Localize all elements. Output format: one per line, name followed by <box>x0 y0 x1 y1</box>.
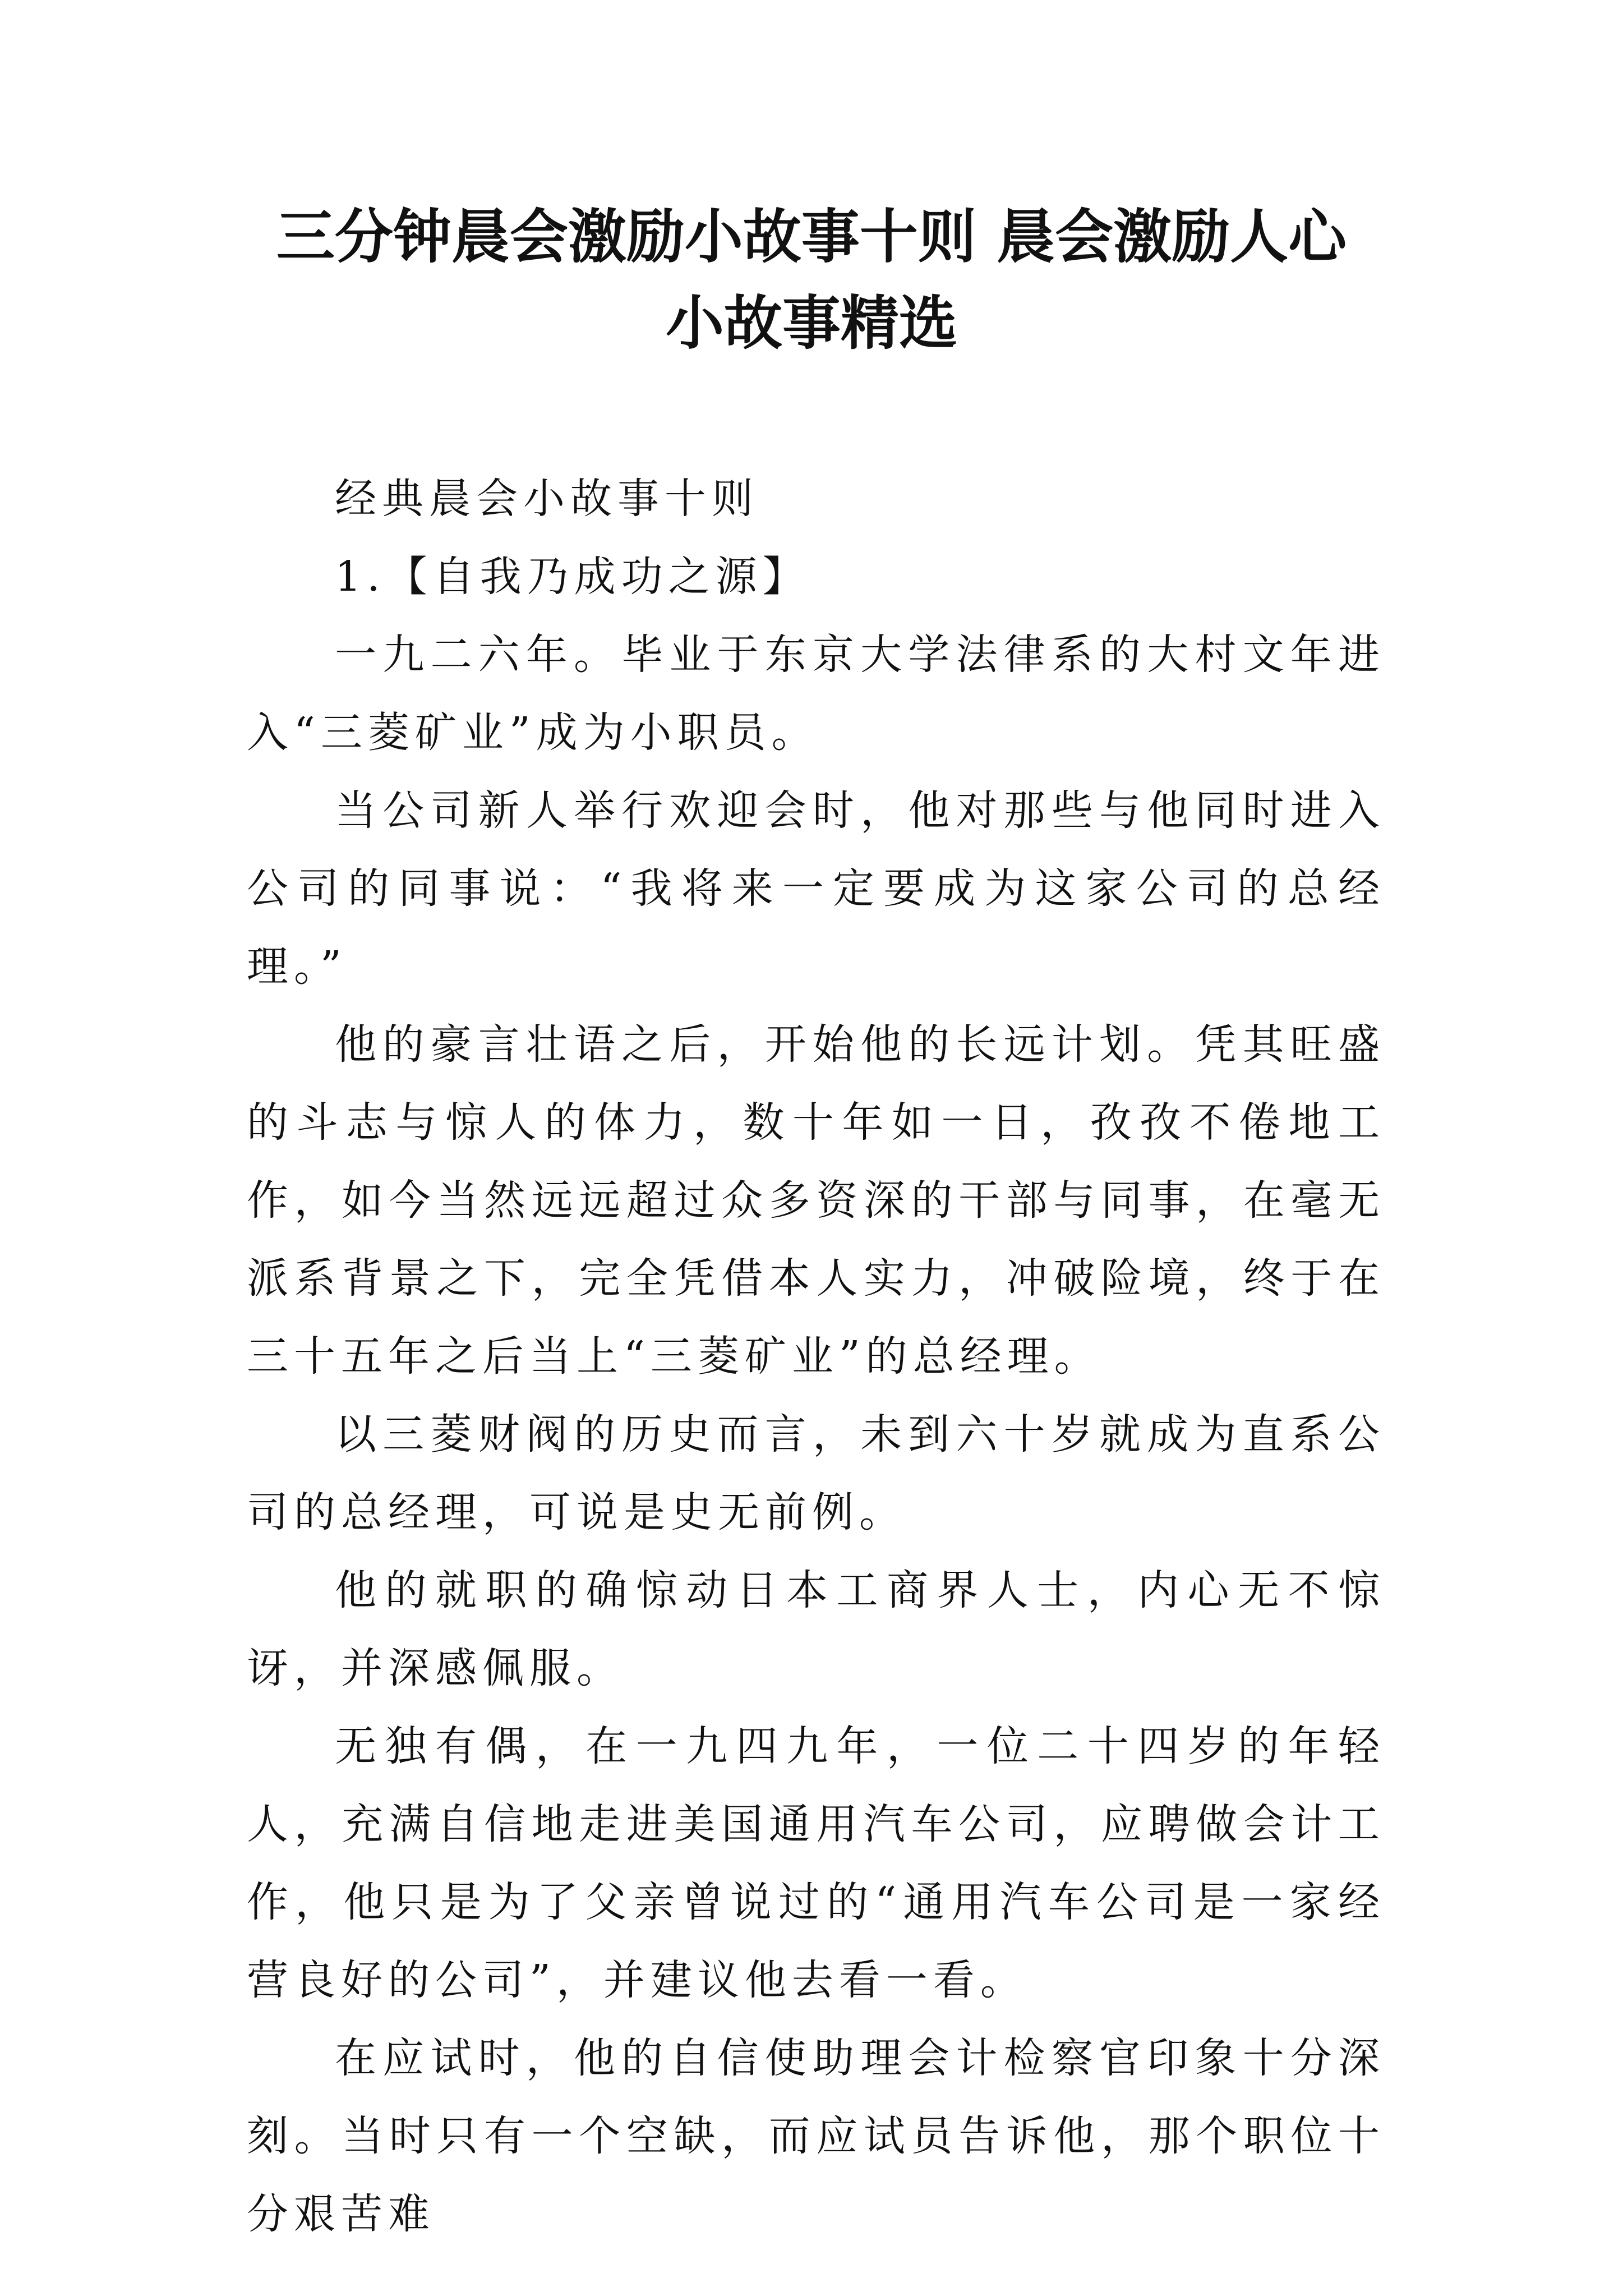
document-title <box>247 194 1376 366</box>
document-subtitle: 经典晨会小故事十则 <box>335 475 759 523</box>
document-body <box>247 460 1385 2253</box>
paragraph: 当公司新人举行欢迎会时，他对那些与他同时进入公司的同事说：“我将来一定要成为这家公司的总经理。” <box>247 786 1385 991</box>
title-line-1: 三分钟晨会激励小故事十则 晨会激励人心 <box>276 203 1347 271</box>
paragraph: 以三菱财阀的历史而言，未到六十岁就成为直系公司的总经理，可说是史无前例。 <box>247 1410 1385 1536</box>
paragraph: 一九二六年。毕业于东京大学法律系的大村文年进入“三菱矿业”成为小职员。 <box>247 631 1385 757</box>
paragraph: 无独有偶，在一九四九年，一位二十四岁的年轻人，充满自信地走进美国通用汽车公司，应聘做会计工作，他只是为了父亲曾说过的“通用汽车公司是一家经营良好的公司”，并建议他去看一看。 <box>247 1722 1385 2004</box>
paragraph: 他的豪言壮语之后，开始他的长远计划。凭其旺盛的斗志与惊人的体力，数十年如一日，孜孜不倦地工作，如今当然远远超过众多资深的干部与同事，在毫无派系背景之下，完全凭借本人实力，冲破险境，终于在三十五年之后当上“三菱矿业”的总经理。 <box>247 1020 1385 1381</box>
paragraph: 他的就职的确惊动日本工商界人士，内心无不惊讶，并深感佩服。 <box>247 1566 1385 1692</box>
title-line-2: 小故事精选 <box>665 289 957 357</box>
paragraph: 在应试时，他的自信使助理会计检察官印象十分深刻。当时只有一个空缺，而应试员告诉他，那个职位十分艰苦难 <box>247 2034 1385 2238</box>
section-heading: 1.【自我乃成功之源】 <box>335 553 810 601</box>
